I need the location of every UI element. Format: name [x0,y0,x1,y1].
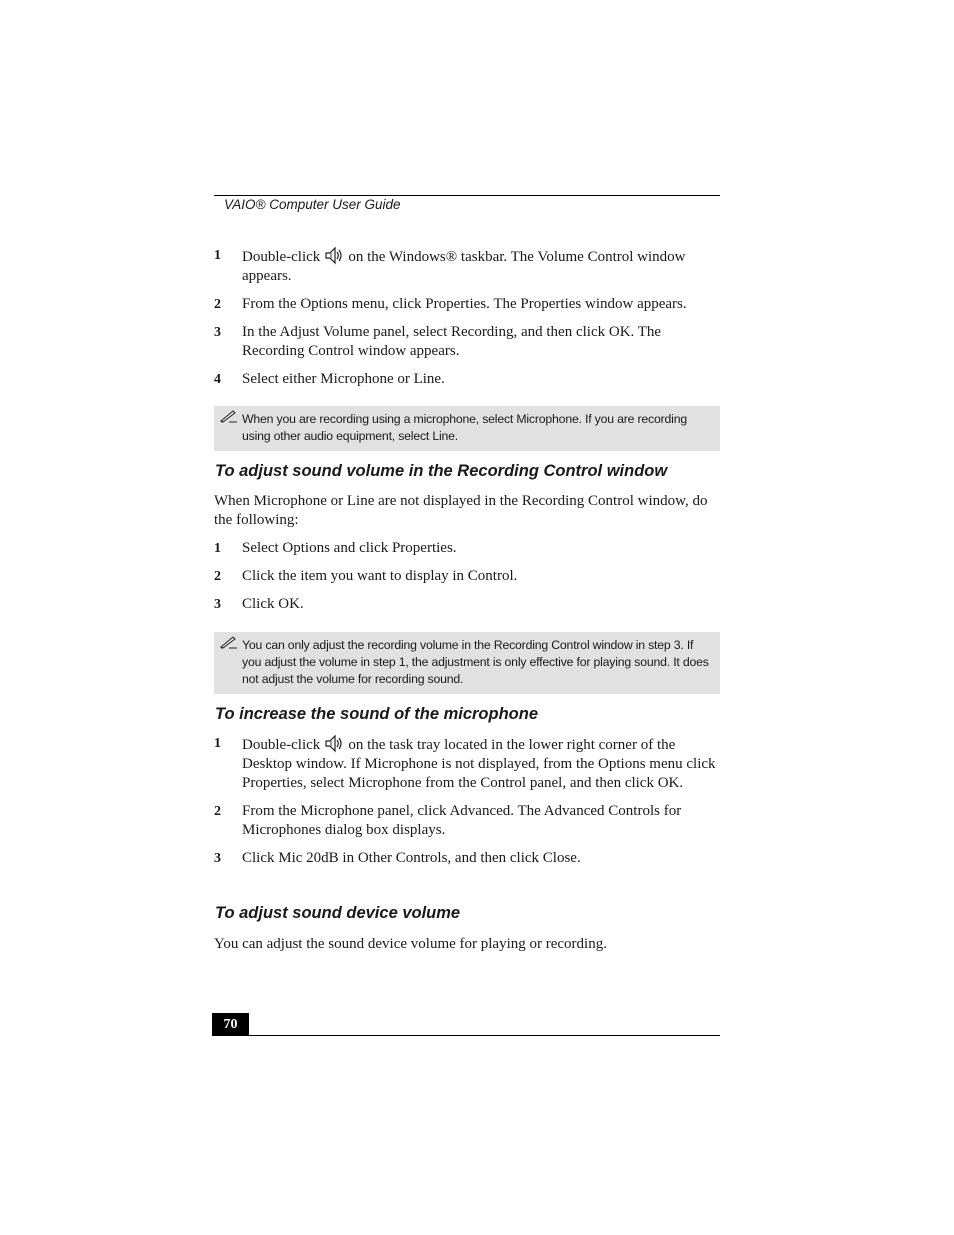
list-item [214,323,720,361]
footer-rule [214,1035,720,1036]
step-text: Double-click [242,737,321,753]
list-item [214,567,720,586]
step-text: Click the item you want to display in Control. [242,568,518,584]
step-text-continued: on the task tray located in the lower right corner of the Desktop window. If Microphone is not displayed, from the Options menu click Properties, select Microphone from the Control panel, and then click OK. [242,737,716,791]
paragraph: When Microphone or Line are not displayed in the Recording Control window, do the following: [214,493,708,528]
step-text: Select Options and click Properties. [242,540,457,556]
running-header: VAIO® Computer User Guide [224,197,401,212]
step-text: Double-click [242,249,321,265]
section-heading: To adjust sound device volume [215,904,461,922]
step-text: From the Options menu, click Properties. The Properties window appears. [242,296,687,312]
note-text: You can only adjust the recording volume in the Recording Control window in step 3. If you adjust the volume in step 1, the adjustment is only effective for playing sound. It does not adjust the volume for recording sound. [242,638,709,686]
header-rule [214,195,720,196]
list-item [214,539,720,558]
list-item [214,734,720,793]
step-text: Click Mic 20dB in Other Controls, and then click Close. [242,850,581,866]
step-number: 1 [214,736,221,751]
step-number: 4 [214,372,221,387]
steps-list-microphone [214,734,720,868]
step-text-continued: on the Windows® taskbar. The Volume Control window appears. [242,249,686,284]
step-number: 2 [214,569,221,584]
step-number: 1 [214,541,221,556]
section-heading: To increase the sound of the microphone [215,705,539,723]
steps-list-volume [214,246,720,389]
speaker-icon [324,246,344,265]
paragraph: You can adjust the sound device volume for playing or recording. [214,936,607,952]
list-item [214,370,720,389]
list-item [214,595,720,614]
page-number: 70 [212,1013,249,1036]
steps-list-recording [214,539,720,614]
step-number: 3 [214,851,221,866]
pencil-note-icon [220,409,238,423]
note-box [214,406,720,451]
step-number: 2 [214,297,221,312]
step-number: 2 [214,804,221,819]
note-text: When you are recording using a microphone, select Microphone. If you are recording using other audio equipment, select Line. [242,412,687,443]
list-item [214,849,720,868]
list-item [214,802,720,840]
step-number: 3 [214,597,221,612]
note-box [214,632,720,694]
section-heading: To adjust sound volume in the Recording Control window [215,462,668,480]
list-item [214,295,720,314]
step-number: 1 [214,248,221,263]
list-item [214,246,720,286]
step-text: From the Microphone panel, click Advanced. The Advanced Controls for Microphones dialog box displays. [242,803,682,838]
step-text: In the Adjust Volume panel, select Recording, and then click OK. The Recording Control window appears. [242,324,662,359]
step-number: 3 [214,325,221,340]
speaker-icon [324,734,344,753]
pencil-note-icon [220,635,238,649]
step-text: Click OK. [242,596,304,612]
step-text: Select either Microphone or Line. [242,371,445,387]
